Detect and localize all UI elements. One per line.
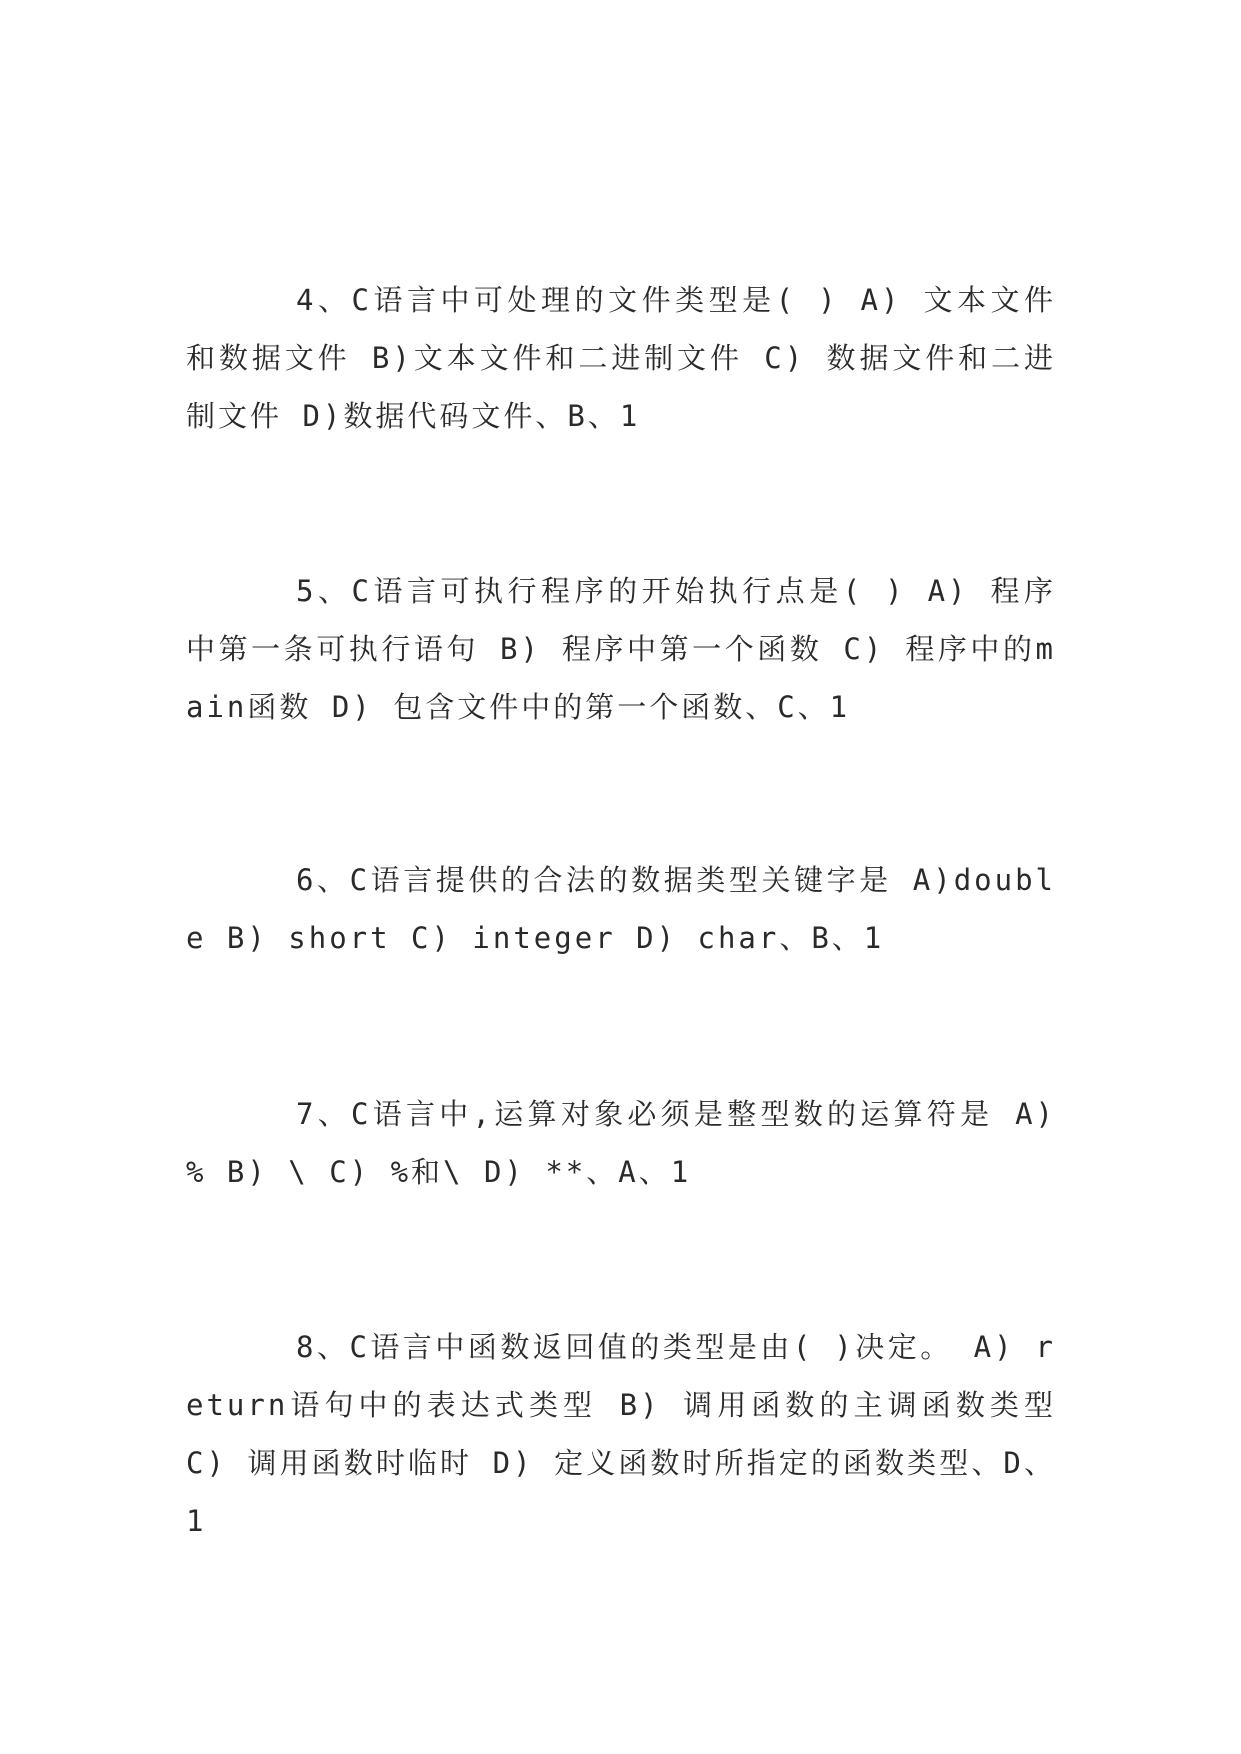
- question-7: 7、C语言中,运算对象必须是整型数的运算符是 A) % B) \ C) %和\ D) **、A、1: [186, 1097, 1056, 1189]
- question-6: 6、C语言提供的合法的数据类型关键字是 A)double B) short C) integer D) char、B、1: [186, 863, 1056, 955]
- question-4: 4、C语言中可处理的文件类型是( ) A) 文本文件和数据文件 B)文本文件和二进制文件 C) 数据文件和二进制文件 D)数据代码文件、B、1: [186, 283, 1056, 433]
- question-8: 8、C语言中函数返回值的类型是由( )决定。 A) return语句中的表达式类型 B) 调用函数的主调函数类型 C) 调用函数时临时 D) 定义函数时所指定的函数类型、D、1: [186, 1330, 1056, 1538]
- question-5: 5、C语言可执行程序的开始执行点是( ) A) 程序中第一条可执行语句 B) 程序中第一个函数 C) 程序中的main函数 D) 包含文件中的第一个函数、C、1: [186, 574, 1056, 724]
